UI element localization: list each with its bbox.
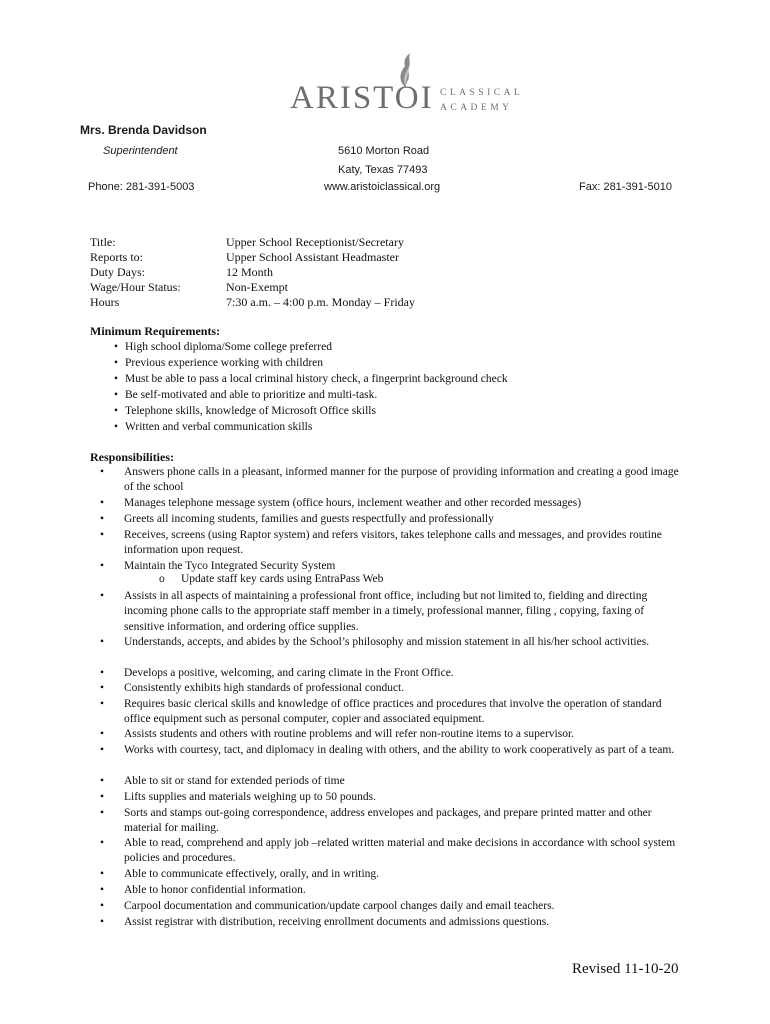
info-value: Upper School Assistant Headmaster bbox=[226, 250, 399, 264]
bullet-icon: • bbox=[100, 529, 105, 541]
info-value: Upper School Receptionist/Secretary bbox=[226, 235, 404, 249]
info-label: Reports to: bbox=[90, 250, 143, 264]
bullet-icon: • bbox=[100, 884, 105, 896]
bullet-icon: • bbox=[114, 357, 119, 369]
bullet-icon: • bbox=[100, 868, 105, 880]
bullet-icon: • bbox=[100, 590, 105, 602]
website-link[interactable]: www.aristoiclassical.org bbox=[324, 181, 441, 193]
bullet-icon: • bbox=[100, 682, 105, 694]
info-value: 7:30 a.m. – 4:00 p.m. Monday – Friday bbox=[226, 295, 415, 309]
address-line-1: 5610 Morton Road bbox=[338, 145, 430, 157]
bullet-icon: • bbox=[100, 728, 105, 740]
phone-number: Phone: 281-391-5003 bbox=[88, 181, 195, 193]
bullet-icon: • bbox=[100, 744, 105, 756]
logo-sub-academy: ACADEMY bbox=[440, 103, 513, 113]
info-label: Wage/Hour Status: bbox=[90, 280, 181, 294]
circle-bullet-icon: o bbox=[159, 573, 165, 585]
info-value: 12 Month bbox=[226, 265, 274, 279]
bullet-icon: • bbox=[114, 341, 119, 353]
sender-name: Mrs. Brenda Davidson bbox=[80, 123, 207, 137]
school-logo bbox=[290, 52, 524, 122]
bullet-icon: • bbox=[100, 791, 105, 803]
bullet-icon: • bbox=[100, 916, 105, 928]
info-label: Duty Days: bbox=[90, 265, 145, 279]
info-label: Title: bbox=[90, 235, 116, 249]
bullet-icon: • bbox=[114, 389, 119, 401]
bullet-icon: • bbox=[100, 837, 105, 849]
bullet-icon: • bbox=[100, 900, 105, 912]
revision-date: Revised 11-10-20 bbox=[572, 961, 679, 977]
bullet-icon: • bbox=[100, 560, 105, 572]
fax-number: Fax: 281-391-5010 bbox=[579, 181, 672, 193]
address-line-2: Katy, Texas 77493 bbox=[338, 164, 428, 176]
sender-title: Superintendent bbox=[103, 145, 178, 157]
logo-wordmark: ARISTOI bbox=[290, 80, 434, 116]
responsibilities-heading: Responsibilities: bbox=[90, 450, 175, 464]
requirements-heading: Minimum Requirements: bbox=[90, 324, 221, 338]
logo-sub-classical: CLASSICAL bbox=[440, 88, 524, 98]
bullet-icon: • bbox=[100, 667, 105, 679]
bullet-icon: • bbox=[100, 466, 105, 478]
bullet-icon: • bbox=[100, 775, 105, 787]
bullet-icon: • bbox=[114, 405, 119, 417]
bullet-icon: • bbox=[100, 513, 105, 525]
bullet-icon: • bbox=[100, 807, 105, 819]
bullet-icon: • bbox=[100, 636, 105, 648]
info-value: Non-Exempt bbox=[226, 280, 288, 294]
bullet-icon: • bbox=[114, 421, 119, 433]
bullet-icon: • bbox=[114, 373, 119, 385]
bullet-icon: • bbox=[100, 698, 105, 710]
info-label: Hours bbox=[90, 295, 120, 309]
bullet-icon: • bbox=[100, 497, 105, 509]
